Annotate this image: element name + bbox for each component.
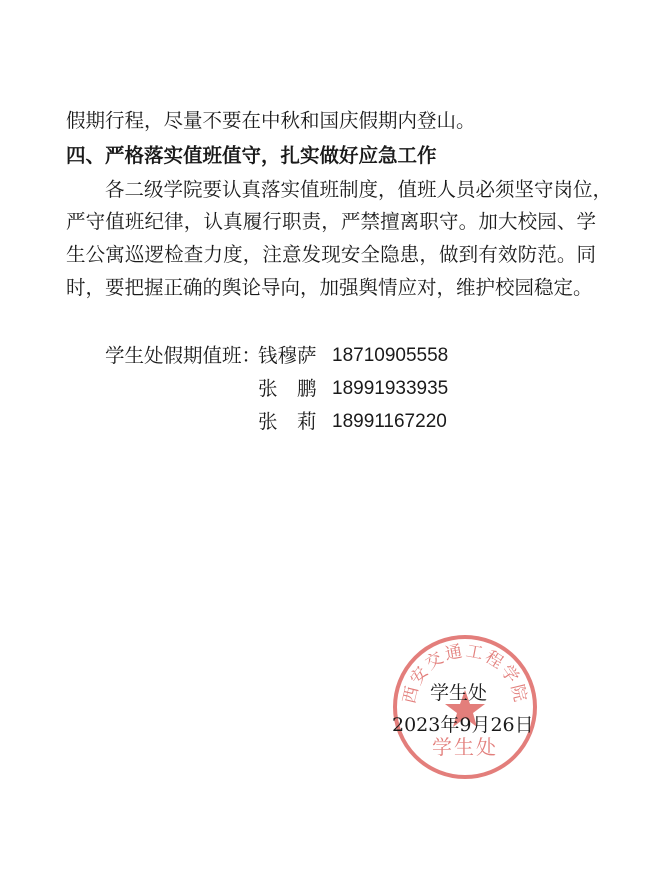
duty-name-3: 张 莉 — [258, 410, 317, 433]
duty-name-2: 张 鹏 — [258, 377, 317, 400]
section-heading: 四、严格落实值班值守，扎实做好应急工作 — [66, 144, 437, 167]
body-line-5: 时，要把握正确的舆论导向，加强舆情应对，维护校园稳定。 — [66, 276, 593, 299]
body-line-2: 各二级学院要认真落实值班制度，值班人员必须坚守岗位， — [105, 178, 613, 201]
stamp-center-text: 学生处 — [432, 735, 498, 759]
body-line-3: 严守值班纪律，认真履行职责，严禁擅离职守。加大校园、学 — [66, 210, 596, 233]
stamp-arc-text: 西安交通工程学院 — [399, 641, 531, 706]
official-seal-stamp — [390, 632, 540, 782]
duty-phone-1: 18710905558 — [332, 345, 449, 366]
duty-label: 学生处假期值班： — [105, 344, 262, 367]
duty-name-1: 钱穆萨 — [258, 344, 317, 367]
signature-issuer: 学生处 — [430, 682, 488, 704]
duty-phone-3: 18991167220 — [332, 411, 447, 432]
duty-phone-2: 18991933935 — [332, 378, 449, 399]
body-line-1: 假期行程，尽量不要在中秋和国庆假期内登山。 — [66, 109, 476, 132]
body-line-4: 生公寓巡逻检查力度，注意发现安全隐患，做到有效防范。同 — [66, 243, 596, 266]
signature-date: 2023年9月26日 — [392, 714, 534, 736]
